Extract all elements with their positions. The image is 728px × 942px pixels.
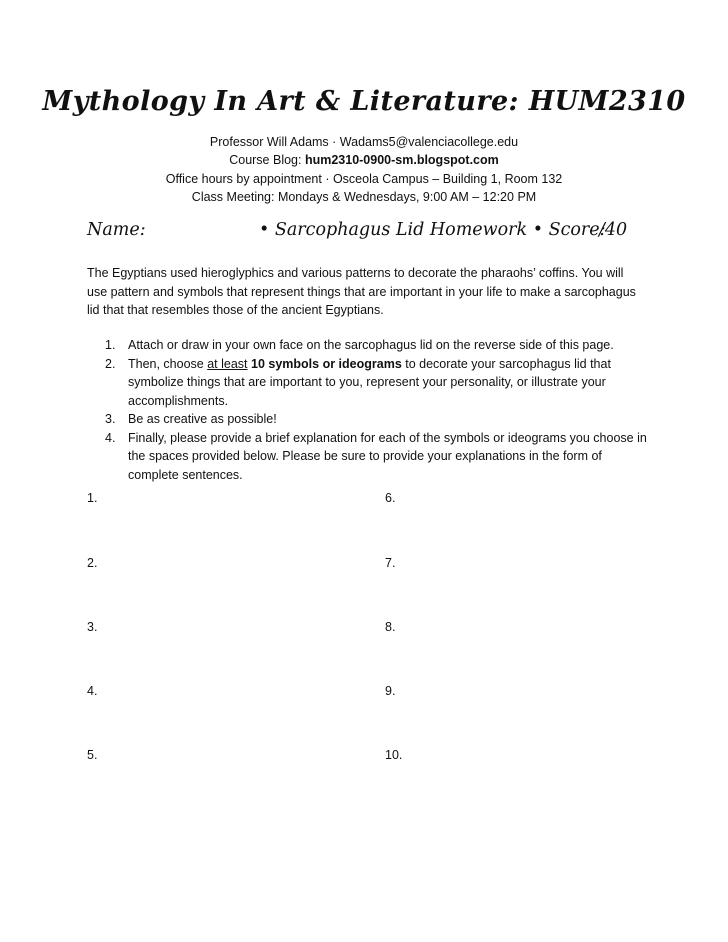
class-meeting-line: Class Meeting: Mondays & Wednesdays, 9:00 AM – 12:20 PM (191, 189, 537, 204)
answer-blank: 4. (87, 684, 98, 698)
answer-blank: 6. (385, 491, 396, 505)
instructions-list (87, 336, 647, 484)
instruction-item (87, 429, 647, 485)
instruction-number: 4. (105, 430, 116, 445)
instruction-text: Then, choose (128, 356, 208, 371)
name-label: Name: (87, 220, 146, 240)
instruction-text: Be as creative as possible! (128, 412, 277, 426)
instruction-text: Finally, please provide a brief explanation for each of the symbols or ideograms you choose in the spaces provided below. Please be sure to provide your explanations in the form of complete sentences. (128, 430, 647, 482)
instruction-item (87, 355, 647, 411)
answer-blank: 3. (87, 620, 98, 634)
instruction-number: 1. (105, 338, 116, 352)
answer-blank: 7. (385, 556, 396, 570)
answer-blank: 2. (87, 556, 98, 570)
instruction-item (87, 336, 647, 355)
course-title: Mythology In Art & Literature: HUM2310 (42, 86, 686, 117)
instruction-emphasis: at least (207, 356, 248, 371)
answer-blank: 10. (385, 748, 403, 762)
office-hours-line: Office hours by appointment · Osceola Campus – Building 1, Room 132 (165, 171, 563, 186)
intro-paragraph: The Egyptians used hieroglyphics and various patterns to decorate the pharaohs’ coffins. You will use pattern and symbols that represent things that are important in your life to make a sarcophagus lid that that resembles those of the ancient Egyptians. (87, 266, 636, 317)
name-score-row (87, 220, 642, 246)
instruction-text: Attach or draw in your own face on the sarcophagus lid on the reverse side of this page. (128, 338, 614, 352)
instruction-bold: 10 symbols or ideograms (251, 356, 402, 371)
instruction-text: to decorate your sarcophagus lid that symbolize things that are important to you, represent your personality, or illustrate your accomplishments. (128, 356, 611, 408)
course-blog-label: Course Blog: (229, 153, 305, 168)
course-blog-line (0, 151, 728, 169)
assignment-title: • Sarcophagus Lid Homework • Score: (259, 220, 606, 240)
answer-blank: 1. (87, 491, 98, 505)
instruction-number: 3. (105, 412, 116, 426)
course-blog-url: hum2310-0900-sm.blogspot.com (304, 153, 499, 168)
instruction-item (87, 410, 647, 429)
instruction-number: 2. (105, 356, 116, 371)
course-info (0, 133, 728, 206)
score-total: /40 (599, 220, 628, 240)
answer-blank: 5. (87, 748, 98, 762)
professor-line: Professor Will Adams · Wadams5@valenciacollege.edu (209, 135, 519, 149)
answer-blank: 8. (385, 620, 396, 634)
answer-blank: 9. (385, 684, 396, 698)
